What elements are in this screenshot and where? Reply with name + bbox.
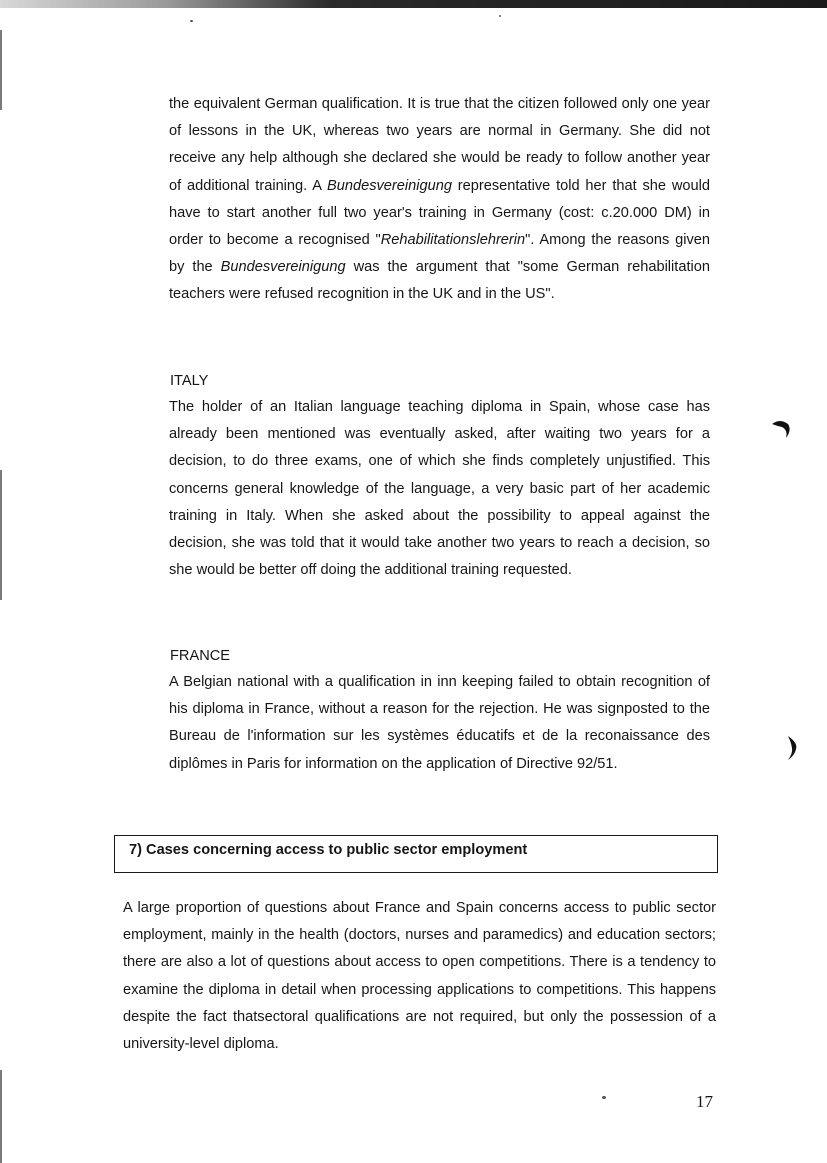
italy-heading: ITALY xyxy=(170,373,209,389)
paragraph-germany xyxy=(169,91,710,309)
scan-speck xyxy=(499,15,501,17)
scan-speck xyxy=(190,20,193,22)
scan-edge-top xyxy=(0,0,827,8)
paragraph-france xyxy=(169,669,710,778)
france-heading: FRANCE xyxy=(170,648,230,664)
paragraph-france-text: A Belgian national with a qualification in inn keeping failed to obtain recognition of his diploma in France, without a reason for the rejection. He was signposted to the Bureau de l'information sur les systèmes éducatifs et de la reconaissance des diplômes in Paris for information on the application of Directive 92/51. xyxy=(169,674,710,772)
scan-edge-left xyxy=(0,470,2,600)
paragraph-italic-term: Rehabilitationslehrerin xyxy=(380,232,526,249)
paragraph-text: was the argument that "some German rehabilitation teachers were refused recognition in the UK and in the US". xyxy=(169,259,710,303)
margin-mark xyxy=(770,418,792,440)
paragraph-public-sector-text: A large proportion of questions about France and Spain concerns access to public sector employment, mainly in the health (doctors, nurses and paramedics) and education sectors; there are also a lot of questions about access to open competitions. There is a tendency to examine the diploma in detail when processing applications to competitions. This happens despite the fact thatsectoral qualifications are not required, but only the possession of a university-level diploma. xyxy=(123,900,716,1053)
scan-edge-left xyxy=(0,1070,2,1163)
paragraph-text: the equivalent German qualification. It is true that the citizen followed only one year of lessons in the UK, whereas two years are normal in Germany. She did not receive any help although she declared she would be ready to follow another year of additional training. A xyxy=(169,96,710,194)
paragraph-text: ". Among the reasons given by the xyxy=(169,232,711,276)
page-number: 17 xyxy=(696,1092,713,1111)
paragraph-public-sector xyxy=(123,895,716,1058)
paragraph-text: representative told her that she would have to start another full two year's training in Germany (cost: c.20.000 DM) in order to become a recognised " xyxy=(169,177,710,249)
section-title: 7) Cases concerning access to public sector employment xyxy=(129,842,528,858)
scan-edge-left xyxy=(0,30,2,110)
scan-speck xyxy=(602,1096,606,1099)
section-heading-box xyxy=(114,835,718,873)
paragraph-italic-term: Bundesvereinigung xyxy=(220,259,346,276)
paragraph-italic-term: Bundesvereinigung xyxy=(327,177,452,194)
margin-mark xyxy=(786,735,798,761)
paragraph-italy-text: The holder of an Italian language teaching diploma in Spain, whose case has already been mentioned was eventually asked, after waiting two years for a decision, to do three exams, one of which she finds completely unjustified. This concerns general knowledge of the language, a very basic part of her academic training in Italy. When she asked about the possibility to appeal against the decision, she was told that it would take another two years to reach a decision, so she would be better off doing the additional training requested. xyxy=(169,399,710,579)
paragraph-italy xyxy=(169,394,710,584)
